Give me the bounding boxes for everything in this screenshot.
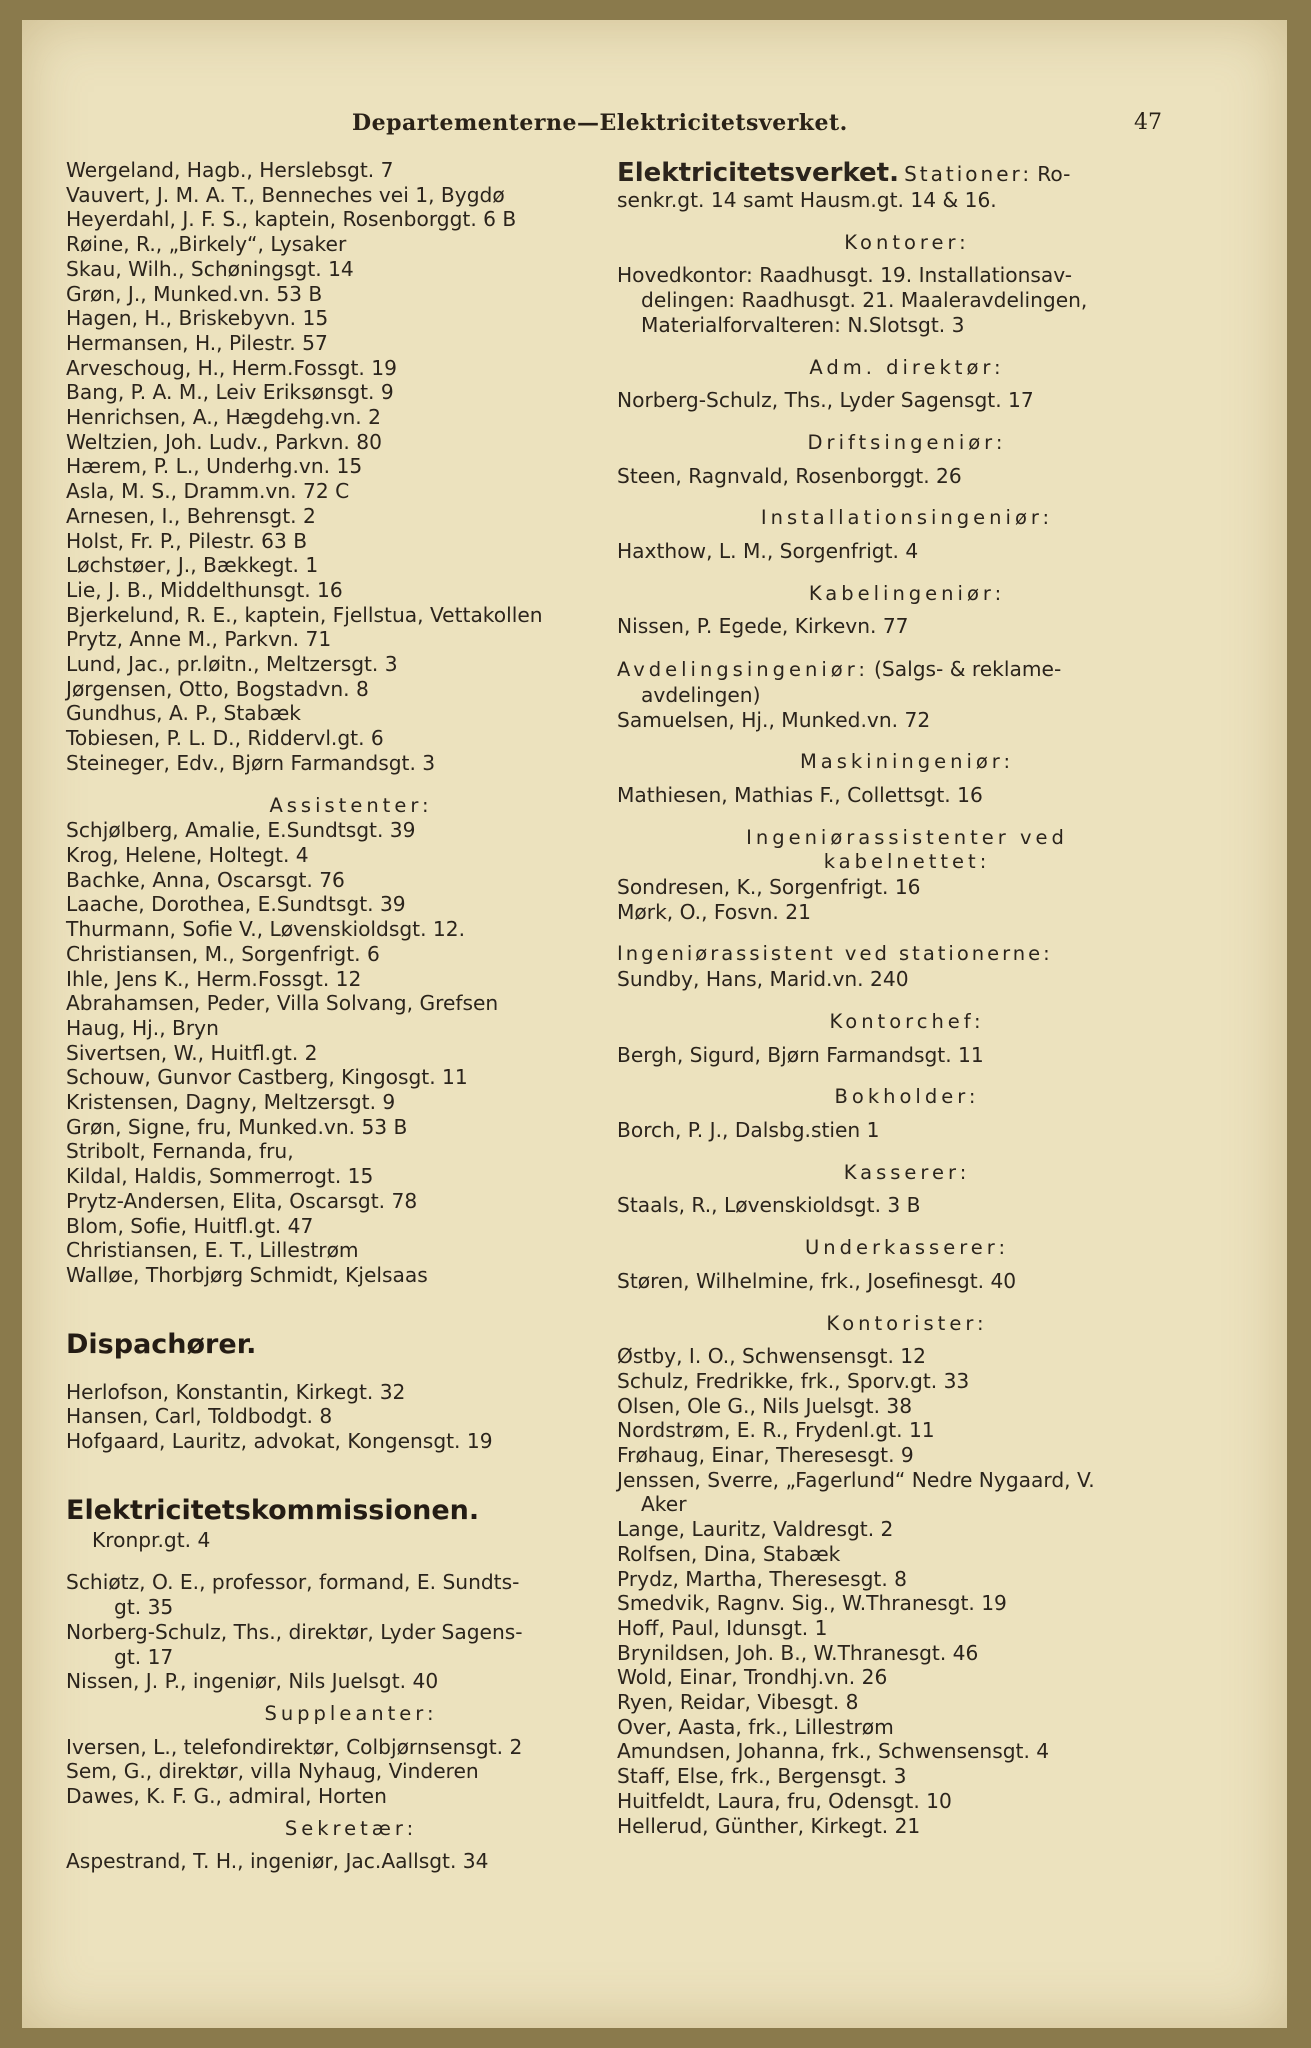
list-item: Jørgensen, Otto, Bogstadvn. 8 xyxy=(66,676,369,701)
list-item: Holst, Fr. P., Pilestr. 63 B xyxy=(66,528,308,553)
list-item: Bjerkelund, R. E., kaptein, Fjellstua, Vettakollen xyxy=(66,602,543,627)
kontorer-heading: Kontorer: xyxy=(844,230,970,254)
list-item: Grøn, J., Munked.vn. 53 B xyxy=(66,281,323,306)
underkasserer-heading: Underkasserer: xyxy=(804,1236,1010,1260)
stationer-label: Stationer: xyxy=(904,162,1033,186)
list-item: Norberg-Schulz, Ths., Lyder Sagensgt. 17 xyxy=(617,388,1034,413)
list-item: Nissen, P. Egede, Kirkevn. 77 xyxy=(617,614,909,639)
list-item-continuation: Aker xyxy=(641,1492,687,1517)
list-item-continuation: gt. 17 xyxy=(114,1644,174,1669)
list-item: Skau, Wilh., Schøningsgt. 14 xyxy=(66,256,354,281)
list-item: Steineger, Edv., Bjørn Farmandsgt. 3 xyxy=(66,750,436,775)
list-item: Haxthow, L. M., Sorgenfrigt. 4 xyxy=(617,539,919,564)
page-header xyxy=(22,92,1287,136)
stationer-continuation: senkr.gt. 14 samt Hausm.gt. 14 & 16. xyxy=(617,188,997,212)
list-item: Sondresen, K., Sorgenfrigt. 16 xyxy=(617,875,921,900)
list-item: Kildal, Haldis, Sommerrogt. 15 xyxy=(66,1164,374,1189)
list-item: Abrahamsen, Peder, Villa Solvang, Grefsen xyxy=(66,991,499,1016)
list-item: Krog, Helene, Holtegt. 4 xyxy=(66,842,309,867)
list-item: Huitfeldt, Laura, fru, Odensgt. 10 xyxy=(617,1788,952,1813)
list-item: Steen, Ragnvald, Rosenborggt. 26 xyxy=(617,463,962,488)
list-item: Henrichsen, A., Hægdehg.vn. 2 xyxy=(66,405,381,430)
list-item: Smedvik, Ragnv. Sig., W.Thranesgt. 19 xyxy=(617,1591,1007,1616)
list-item: Lund, Jac., pr.løitn., Meltzersgt. 3 xyxy=(66,652,398,677)
list-item: Christiansen, E. T., Lillestrøm xyxy=(66,1238,359,1263)
avdelingsingenior-heading: Avdelingsingeniør: xyxy=(617,658,869,682)
list-item: Vauvert, J. M. A. T., Benneches vei 1, Bygdø xyxy=(66,182,505,207)
left-column xyxy=(66,158,636,1874)
list-item: Ihle, Jens K., Herm.Fossgt. 12 xyxy=(66,966,362,991)
list-item: Dawes, K. F. G., admiral, Horten xyxy=(66,1784,387,1809)
list-item: Arnesen, I., Behrensgt. 2 xyxy=(66,503,316,528)
list-item: Bergh, Sigurd, Bjørn Farmandsgt. 11 xyxy=(617,1042,984,1067)
list-item: Røine, R., „Birkely“, Lysaker xyxy=(66,232,347,257)
list-item: Sundby, Hans, Marid.vn. 240 xyxy=(617,967,909,992)
list-item: Herlofson, Konstantin, Kirkegt. 32 xyxy=(66,1379,406,1404)
list-item: Frøhaug, Einar, Theresesgt. 9 xyxy=(617,1443,914,1468)
list-item: Borch, P. J., Dalsbg.stien 1 xyxy=(617,1117,880,1142)
document-page xyxy=(22,20,1287,2028)
list-item: Haug, Hj., Bryn xyxy=(66,1015,219,1040)
list-item: Lie, J. B., Middelthunsgt. 16 xyxy=(66,577,343,602)
kontorer-line: Hovedkontor: Raadhusgt. 19. Installationsav- xyxy=(617,263,1072,288)
list-item: Hoff, Paul, Idunsgt. 1 xyxy=(617,1615,828,1640)
avdelingsingenior-header xyxy=(617,657,1197,683)
list-item: Østby, I. O., Schwensensgt. 12 xyxy=(617,1344,926,1369)
list-item: Grøn, Signe, fru, Munked.vn. 53 B xyxy=(66,1114,408,1139)
kasserer-heading: Kasserer: xyxy=(843,1160,971,1184)
list-item: Kristensen, Dagny, Meltzersgt. 9 xyxy=(66,1090,396,1115)
adm-direktor-heading: Adm. direktør: xyxy=(809,355,1005,379)
list-item: Hærem, P. L., Underhg.vn. 15 xyxy=(66,454,363,479)
kabelingenior-heading: Kabelingeniør: xyxy=(808,581,1006,605)
list-item: Iversen, L., telefondirektør, Colbjørnsensgt. 2 xyxy=(66,1734,523,1759)
list-item: Laache, Dorothea, E.Sundtsgt. 39 xyxy=(66,892,406,917)
list-item: Staals, R., Løvenskioldsgt. 3 B xyxy=(617,1193,921,1218)
list-item: Mørk, O., Fosvn. 21 xyxy=(617,899,811,924)
list-item: Prytz-Andersen, Elita, Oscarsgt. 78 xyxy=(66,1188,418,1213)
suppleanter-heading: Suppleanter: xyxy=(264,1701,438,1725)
elektricitetsverket-header xyxy=(617,158,1197,188)
avdelingsingenior-note: (Salgs- & reklame- xyxy=(874,657,1062,682)
list-item: Nordstrøm, E. R., Frydenl.gt. 11 xyxy=(617,1418,935,1443)
list-item: Thurmann, Sofie V., Løvenskioldsgt. 12. xyxy=(66,917,466,942)
list-item: Schiøtz, O. E., professor, formand, E. Sundts- xyxy=(66,1570,520,1595)
list-item: Lange, Lauritz, Valdresgt. 2 xyxy=(617,1517,894,1542)
kommission-address: Kronpr.gt. 4 xyxy=(92,1527,211,1552)
list-item: Gundhus, A. P., Stabæk xyxy=(66,701,301,726)
list-item: Heyerdahl, J. F. S., kaptein, Rosenborggt. 6 B xyxy=(66,207,517,232)
list-item: Stribolt, Fernanda, fru, xyxy=(66,1139,294,1164)
ingenior-stationerne-heading: Ingeniørassistent ved stationerne: xyxy=(617,942,1053,966)
ingenior-assistenter-heading: Ingeniørassistenter ved xyxy=(746,825,1068,849)
list-item: Blom, Sofie, Huitfl.gt. 47 xyxy=(66,1213,314,1238)
avdelingsingenior-note-cont: avdelingen) xyxy=(641,682,761,707)
list-item: Sem, G., direktør, villa Nyhaug, Vinderen xyxy=(66,1759,479,1784)
list-item: Nissen, J. P., ingeniør, Nils Juelsgt. 40 xyxy=(66,1669,439,1694)
list-item: Støren, Wilhelmine, frk., Josefinesgt. 40 xyxy=(617,1268,1017,1293)
list-item: Prytz, Anne M., Parkvn. 71 xyxy=(66,627,332,652)
list-item: Bang, P. A. M., Leiv Eriksønsgt. 9 xyxy=(66,380,394,405)
list-item: Wergeland, Hagb., Herslebsgt. 7 xyxy=(66,158,394,182)
driftsingenior-heading: Driftsingeniør: xyxy=(807,430,1007,454)
kontorchef-heading: Kontorchef: xyxy=(829,1009,985,1033)
assistenter-heading: Assistenter: xyxy=(269,793,433,817)
list-item: Hagen, H., Briskebyvn. 15 xyxy=(66,306,329,331)
kontorer-line: delingen: Raadhusgt. 21. Maaleravdelingen, xyxy=(641,288,1088,313)
list-item: Walløe, Thorbjørg Schmidt, Kjelsaas xyxy=(66,1262,428,1287)
list-item: Brynildsen, Joh. B., W.Thranesgt. 46 xyxy=(617,1640,979,1665)
list-item: Prydz, Martha, Theresesgt. 8 xyxy=(617,1566,907,1591)
list-item: Schulz, Fredrikke, frk., Sporv.gt. 33 xyxy=(617,1368,970,1393)
list-item: Wold, Einar, Trondhj.vn. 26 xyxy=(617,1665,888,1690)
kommission-title: Elektricitetskommissionen. xyxy=(66,1494,480,1526)
running-title: Departementerne—Elektricitetsverket. xyxy=(352,110,848,136)
list-item: Norberg-Schulz, Ths., direktør, Lyder Sagens- xyxy=(66,1619,523,1644)
list-item: Weltzien, Joh. Ludv., Parkvn. 80 xyxy=(66,429,382,454)
list-item: Christiansen, M., Sorgenfrigt. 6 xyxy=(66,941,380,966)
list-item: Schjølberg, Amalie, E.Sundtsgt. 39 xyxy=(66,818,416,843)
installationsingenior-heading: Installationsingeniør: xyxy=(760,506,1054,530)
list-item: Staff, Else, frk., Bergensgt. 3 xyxy=(617,1764,907,1789)
list-item: Rolfsen, Dina, Stabæk xyxy=(617,1541,841,1566)
list-item: Hermansen, H., Pilestr. 57 xyxy=(66,330,328,355)
kontorister-heading: Kontorister: xyxy=(826,1311,988,1335)
kontorer-line: Materialforvalteren: N.Slotsgt. 3 xyxy=(641,312,965,337)
bokholder-heading: Bokholder: xyxy=(834,1085,980,1109)
list-item: Arveschoug, H., Herm.Fossgt. 19 xyxy=(66,355,397,380)
sekretaer-heading: Sekretær: xyxy=(284,1816,418,1840)
list-item: Amundsen, Johanna, frk., Schwensensgt. 4 xyxy=(617,1739,1050,1764)
list-item: Bachke, Anna, Oscarsgt. 76 xyxy=(66,867,345,892)
list-item: Jenssen, Sverre, „Fagerlund“ Nedre Nygaard, V. xyxy=(617,1467,1095,1492)
list-item: Hofgaard, Lauritz, advokat, Kongensgt. 19 xyxy=(66,1429,493,1454)
ingenior-assistenter-heading-cont: kabelnettet: xyxy=(823,850,991,874)
list-item: Tobiesen, P. L. D., Riddervl.gt. 6 xyxy=(66,726,384,751)
list-item: Mathiesen, Mathias F., Collettsgt. 16 xyxy=(617,782,983,807)
list-item: Olsen, Ole G., Nils Juelsgt. 38 xyxy=(617,1393,913,1418)
list-item: Over, Aasta, frk., Lillestrøm xyxy=(617,1714,894,1739)
list-item: Samuelsen, Hj., Munked.vn. 72 xyxy=(617,707,931,732)
list-item: Schouw, Gunvor Castberg, Kingosgt. 11 xyxy=(66,1065,468,1090)
list-item: Asla, M. S., Dramm.vn. 72 C xyxy=(66,479,350,504)
dispachorer-title: Dispachører. xyxy=(66,1328,257,1360)
page-number: 47 xyxy=(1134,110,1162,135)
right-column xyxy=(617,158,1197,1838)
stationer-text: Ro- xyxy=(1037,162,1071,186)
list-item: Sivertsen, W., Huitfl.gt. 2 xyxy=(66,1040,318,1065)
list-item: Hellerud, Günther, Kirkegt. 21 xyxy=(617,1813,921,1838)
list-item: Hansen, Carl, Toldbodgt. 8 xyxy=(66,1404,333,1429)
maskiningenior-heading: Maskiningeniør: xyxy=(799,750,1015,774)
list-item: Aspestrand, T. H., ingeniør, Jac.Aallsgt. 34 xyxy=(66,1849,489,1874)
list-item: Løchstøer, J., Bækkegt. 1 xyxy=(66,553,319,578)
elektricitetsverket-title: Elektricitetsverket. xyxy=(617,158,899,188)
list-item: Ryen, Reidar, Vibesgt. 8 xyxy=(617,1690,859,1715)
list-item-continuation: gt. 35 xyxy=(114,1595,174,1620)
